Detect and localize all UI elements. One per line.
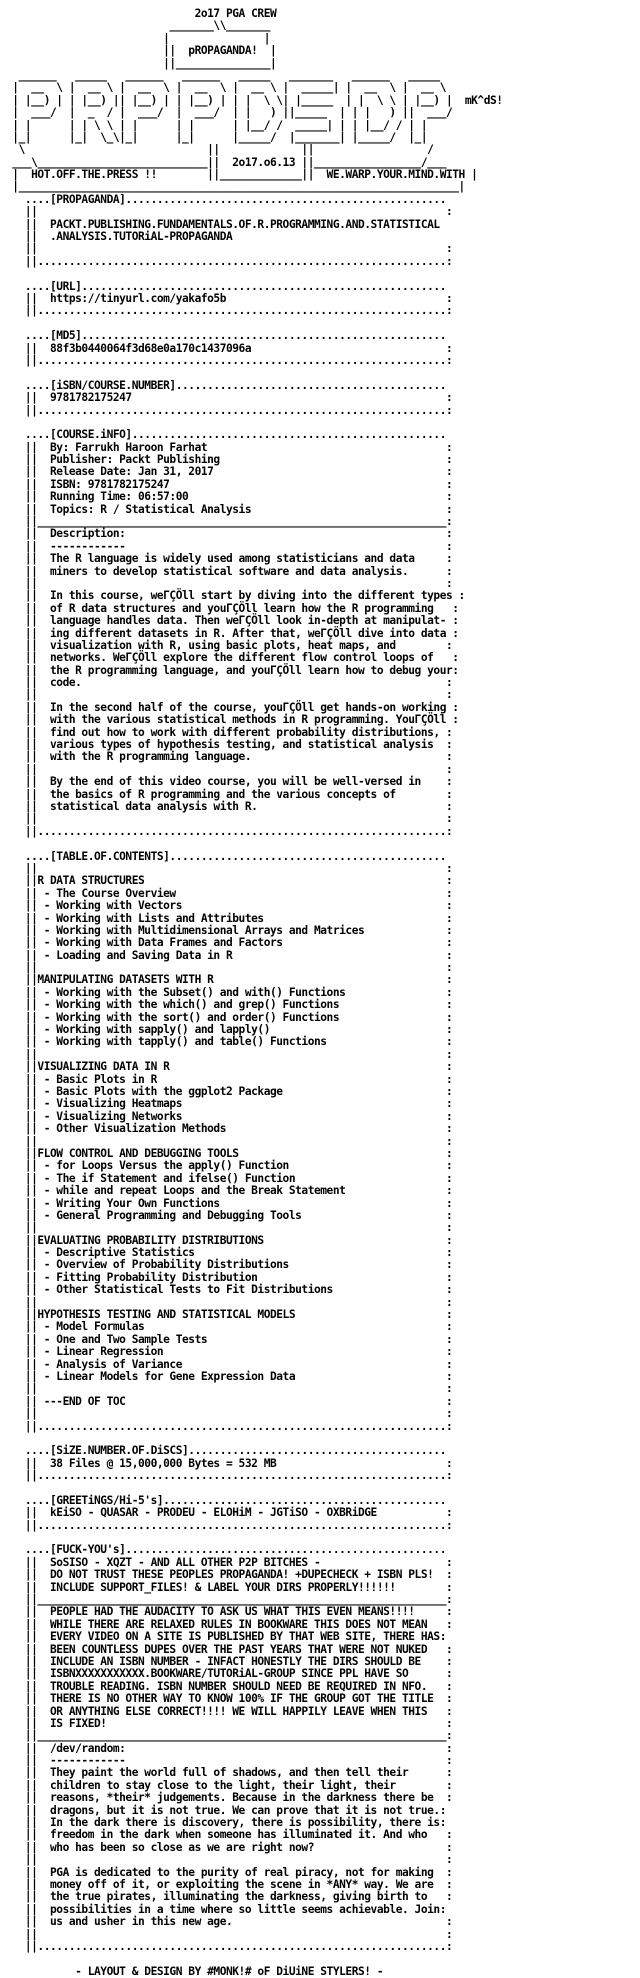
nfo-line: || - Working with Data Frames and Factors : [6,936,453,950]
nfo-line: || : [6,1047,453,1061]
nfo-line: || In the dark there is discovery, there is possibility, there is: [6,1816,446,1830]
nfo-line: ||EVALUATING PROBABILITY DISTRIBUTIONS : [6,1233,453,1247]
nfo-line: || - Analysis of Variance : [6,1357,453,1371]
nfo-line: ||.................................................................: [6,1518,453,1532]
nfo-line: || - Linear Models for Gene Expression Data : [6,1369,453,1383]
nfo-line: || who has been so close as we are right now? : [6,1840,453,1854]
nfo-line: ....[PROPAGANDA]................................................... [6,192,446,206]
nfo-line: || By the end of this video course, you will be well-versed in : [6,775,453,789]
nfo-line: || ---END OF TOC : [6,1394,453,1408]
nfo-line: ||HYPOTHESIS TESTING AND STATISTICAL MODELS : [6,1308,453,1322]
nfo-line: || ------------ : [6,539,453,553]
nfo-line: || with the R programming language. : [6,750,453,764]
nfo-line: ||R DATA STRUCTURES : [6,874,453,888]
nfo-line: || : [6,961,453,975]
nfo-line: ....[MD5].......................................................... [6,329,446,343]
nfo-line: || us and usher in this new age. : [6,1915,453,1929]
nfo-line [6,838,634,850]
nfo-line: || ISBN: 9781782175247 : [6,477,453,491]
nfo-line: || reasons, *their* judgements. Because in the darkness there be : [6,1791,453,1805]
nfo-line: ||_______________| [6,56,277,70]
nfo-line: || By: Farrukh Haroon Farhat : [6,440,453,454]
nfo-line: ....[GREETiNGS/Hi-5's]............................................. [6,1493,446,1507]
nfo-line: || statistical data analysis with R. : [6,800,453,813]
nfo-text [6,8,634,1978]
nfo-line: || - Loading and Saving Data in R : [6,948,453,962]
nfo-line: ||.................................................................: [6,304,453,318]
nfo-line: ....[SiZE.NUMBER.OF.DiSCS]......................................... [6,1444,446,1458]
nfo-line: || dragons, but it is not true. We can prove that it is not true.: [6,1803,446,1817]
nfo-line: |_| |_| \_\|_| |_| |_____/ |_______| |_____/ |_| [6,130,428,144]
nfo-line: || In the second half of the course, youΓÇÖll get hands-on working : [6,700,459,714]
nfo-line: || : [6,1295,453,1309]
nfo-line: || : [6,1382,453,1396]
nfo-line: ||.................................................................: [6,353,453,367]
nfo-line: || miners to develop statistical software and data analysis. : [6,564,453,578]
nfo-line: || - Visualizing Heatmaps : [6,1097,453,1111]
nfo-line: || - Visualizing Networks : [6,1109,453,1123]
nfo-line: || - Working with the Subset() and with() Functions : [6,985,453,999]
nfo-line: || - The Course Overview : [6,886,453,900]
nfo-line: || They paint the world full of shadows, and then tell their : [6,1766,453,1780]
nfo-line: ___\___________________________|| 2o17.o6.13 ||_________________/___ [6,155,446,169]
nfo-line: || - Basic Plots in R : [6,1072,453,1086]
nfo-line: || - Model Formulas : [6,1320,453,1334]
nfo-line: || : [6,1221,453,1235]
nfo-line: || PACKT.PUBLISHING.FUNDAMENTALS.OF.R.PROGRAMMING.AND.STATISTICAL [6,217,440,231]
nfo-line: || Topics: R / Statistical Analysis : [6,502,453,516]
nfo-line: || various types of hypothesis testing, and statistical analysis : [6,738,453,752]
nfo-line: || networks. WeΓÇÖll explore the different flow control loops of : [6,651,459,665]
nfo-line: || with the various statistical methods in R programming. YouΓÇÖll : [6,713,459,727]
nfo-line: || BEEN COUNTLESS DUPES OVER THE PAST YEARS THAT WERE NOT NUKED : [6,1642,453,1656]
nfo-line: || pROPAGANDA! | [6,44,277,58]
nfo-line: || Release Date: Jan 31, 2017 : [6,465,453,479]
nfo-line: |______________________________________________________________________| [6,180,465,194]
nfo-line: | | | | \ \ | | | | | |__/ / _____| | | |__/ / | | [6,118,428,132]
nfo-line: || The R language is widely used among statisticians and data : [6,552,453,566]
nfo-line: - LAYOUT & DESIGN BY #MONK!# oF DiUiNE STYLERS! - [6,1964,384,1978]
nfo-line: ....[iSBN/COURSE.NUMBER]........................................... [6,378,446,392]
nfo-line: || Publisher: Packt Publishing : [6,453,453,467]
nfo-line: || - General Programming and Debugging Tools : [6,1208,453,1222]
nfo-line: || - while and repeat Loops and the Break Statement : [6,1184,453,1198]
nfo-line: || 9781782175247 : [6,391,453,405]
nfo-line: || the basics of R programming and the various concepts of : [6,787,453,801]
nfo-line: || INCLUDE SUPPORT_FILES! & LABEL YOUR DIRS PROPERLY!!!!!! : [6,1580,453,1594]
nfo-line: || money off of it, or exploiting the scene in *ANY* way. We are : [6,1877,453,1891]
nfo-line: ....[TABLE.OF.CONTENTS]............................................ [6,849,446,863]
nfo-line: || find out how to work with different probability distributions, : [6,725,453,739]
nfo-line: || 88f3b0440064f3d68e0a170c1437096a : [6,341,453,355]
nfo-line: ||.................................................................: [6,1469,453,1483]
nfo-line: || .ANALYSIS.TUTORiAL-PROPAGANDA [6,230,233,244]
nfo-line: || - One and Two Sample Tests : [6,1332,453,1346]
nfo-line: || Running Time: 06:57:00 : [6,490,453,504]
nfo-line: || : [6,688,453,702]
nfo-line: || /dev/random: : [6,1741,453,1755]
nfo-line: ||.................................................................: [6,254,453,268]
nfo-line: ||_________________________________________________________________: [6,1729,453,1743]
nfo-line: || : [6,1407,453,1421]
nfo-line [6,367,634,379]
nfo-line: || kEiSO - QUASAR - PRODEU - ELOHiM - JGTiSO - OXBRiDGE : [6,1506,453,1520]
nfo-line: ||FLOW CONTROL AND DEBUGGING TOOLS : [6,1146,453,1160]
nfo-line: || EVERY VIDEO ON A SITE IS PUBLISHED BY THAT WEB SITE, THERE HAS: [6,1630,446,1644]
nfo-line: || ing different datasets in R. After that, weΓÇÖll dive into data : [6,626,459,640]
nfo-line: || DO NOT TRUST THESE PEOPLES PROPAGANDA! +DUPECHECK + ISBN PLS! : [6,1568,453,1582]
nfo-line: ||.................................................................: [6,403,453,417]
nfo-line: ||_________________________________________________________________: [6,1593,453,1606]
nfo-line: || : [6,205,453,219]
nfo-line: || - Working with Lists and Attributes : [6,911,453,925]
nfo-line: || : [6,1927,453,1941]
nfo-line: || - Overview of Probability Distributions : [6,1258,453,1272]
nfo-line: || In this course, weΓÇÖll start by diving into the different types : [6,589,465,603]
nfo-line: || - Descriptive Statistics : [6,1246,453,1260]
nfo-line: || - Other Statistical Tests to Fit Distributions : [6,1283,453,1297]
nfo-line: || OR ANYTHING ELSE CORRECT!!!! WE WILL HAPPILY LEAVE WHEN THIS : [6,1704,453,1718]
nfo-line: ______ _____ ______ ______ _____ _______ ______ _____ [6,68,440,82]
nfo-line: || possibilities in a time where so little seems achievable. Join: [6,1902,446,1916]
nfo-line: || IS FIXED! : [6,1716,453,1730]
nfo-line: || of R data structures and youΓÇÖll learn how the R programming : [6,601,459,615]
nfo-line: | HOT.OFF.THE.PRESS !! ||_____________|| WE.WARP.YOUR.MIND.WITH | [6,168,478,182]
nfo-line [6,1953,634,1965]
nfo-line: || SoSISO - XQZT - AND ALL OTHER P2P BITCHES - : [6,1555,453,1569]
nfo-line: || : [6,242,453,256]
nfo-line: | ___/ | _ / | ___/ | ___/ | | ) ||_____ | | | ) || ___/ [6,106,453,120]
nfo-line: || - Working with tapply() and table() Functions : [6,1035,453,1049]
nfo-line: ....[URL].......................................................... [6,279,446,293]
nfo-line: || freedom in the dark when someone has illuminated it. And who : [6,1828,453,1842]
nfo-line: || the R programming language, and youΓÇÖll learn how to debug your: [6,663,459,677]
nfo-line: || : [6,762,453,776]
nfo-line: || https://tinyurl.com/yakafo5b : [6,291,453,305]
nfo-line: 2o17 PGA CREW [6,8,277,20]
nfo-line: || children to stay close to the light, their light, their : [6,1778,453,1792]
nfo-line: || - The if Statement and ifelse() Function : [6,1171,453,1185]
nfo-line: || visualization with R, using basic plots, heat maps, and : [6,638,453,652]
nfo-line: || the true pirates, illuminating the darkness, giving birth to : [6,1890,453,1904]
nfo-line: || code. : [6,676,453,690]
nfo-line: || - Other Visualization Methods : [6,1122,453,1136]
nfo-line: || WHILE THERE ARE RELAXED RULES IN BOOKWARE THIS DOES NOT MEAN : [6,1617,453,1631]
nfo-line: | |__) | | |__) || |__) | | |__) | | | \ \| |_____ | | \ \ | |__) | mK^dS! [6,93,503,107]
nfo-line: || TROUBLE READING. ISBN NUMBER SHOULD NEED BE REQUIRED IN NFO. : [6,1679,453,1693]
nfo-line: ||VISUALIZING DATA IN R : [6,1060,453,1074]
nfo-line: || : [6,812,453,826]
nfo-line: || INCLUDE AN ISBN NUMBER - INFACT HONESTLY THE DIRS SHOULD BE : [6,1654,453,1668]
nfo-line: || ISBNXXXXXXXXXXX.BOOKWARE/TUTORiAL-GROUP SINCE PPL HAVE SO : [6,1667,453,1681]
nfo-line: || - Writing Your Own Functions : [6,1196,453,1210]
nfo-line: || - Working with the sort() and order() Functions : [6,1010,453,1024]
nfo-line: ||.................................................................: [6,1939,453,1953]
nfo-line: || 38 Files @ 15,000,000 Bytes = 532 MB : [6,1456,453,1470]
nfo-line: || : [6,861,453,875]
nfo-line: ....[COURSE.iNFO].................................................. [6,428,446,442]
nfo-line: || - Working with Vectors : [6,899,453,913]
nfo-line: || - for Loops Versus the apply() Function : [6,1159,453,1173]
nfo-line: || PGA is dedicated to the purity of real piracy, not for making : [6,1865,453,1879]
nfo-line: || : [6,576,453,590]
nfo-line [6,268,634,280]
nfo-line: || THERE IS NO OTHER WAY TO KNOW 100% IF THE GROUP GOT THE TITLE : [6,1692,453,1706]
nfo-line: || ------------ : [6,1754,453,1768]
nfo-line: || : [6,1853,453,1867]
nfo-line: \ || || / [6,143,434,157]
nfo-line: ||MANIPULATING DATASETS WITH R : [6,973,453,987]
nfo-line: || PEOPLE HAD THE AUDACITY TO ASK US WHAT THIS EVEN MEANS!!!! : [6,1605,453,1619]
nfo-line: ||_________________________________________________________________: [6,515,453,529]
nfo-line: | __ \ | __ \ | __ \ | __ \ | __ \ | _____| | __ \ | __ \ [6,81,446,95]
nfo-line: || - Fitting Probability Distribution : [6,1270,453,1284]
nfo-line: || - Working with Multidimensional Arrays and Matrices : [6,923,453,937]
nfo-line: || Description: : [6,527,453,541]
nfo-line: || - Linear Regression : [6,1345,453,1359]
nfo-line: | | [6,31,270,45]
nfo-line: ....[FUCK-YOU's]................................................... [6,1543,446,1557]
nfo-line: || - Basic Plots with the ggplot2 Package : [6,1084,453,1098]
nfo-line: || : [6,1134,453,1148]
nfo-line: ||.................................................................: [6,824,453,838]
nfo-line: ||.................................................................: [6,1419,453,1433]
nfo-line: || - Working with the which() and grep() Functions : [6,998,453,1012]
nfo-line: || language handles data. Then weΓÇÖll look in-depth at manipulat- : [6,614,459,628]
nfo-line: || - Working with sapply() and lapply() : [6,1023,453,1037]
nfo-line: _______\\_______ [6,19,270,33]
